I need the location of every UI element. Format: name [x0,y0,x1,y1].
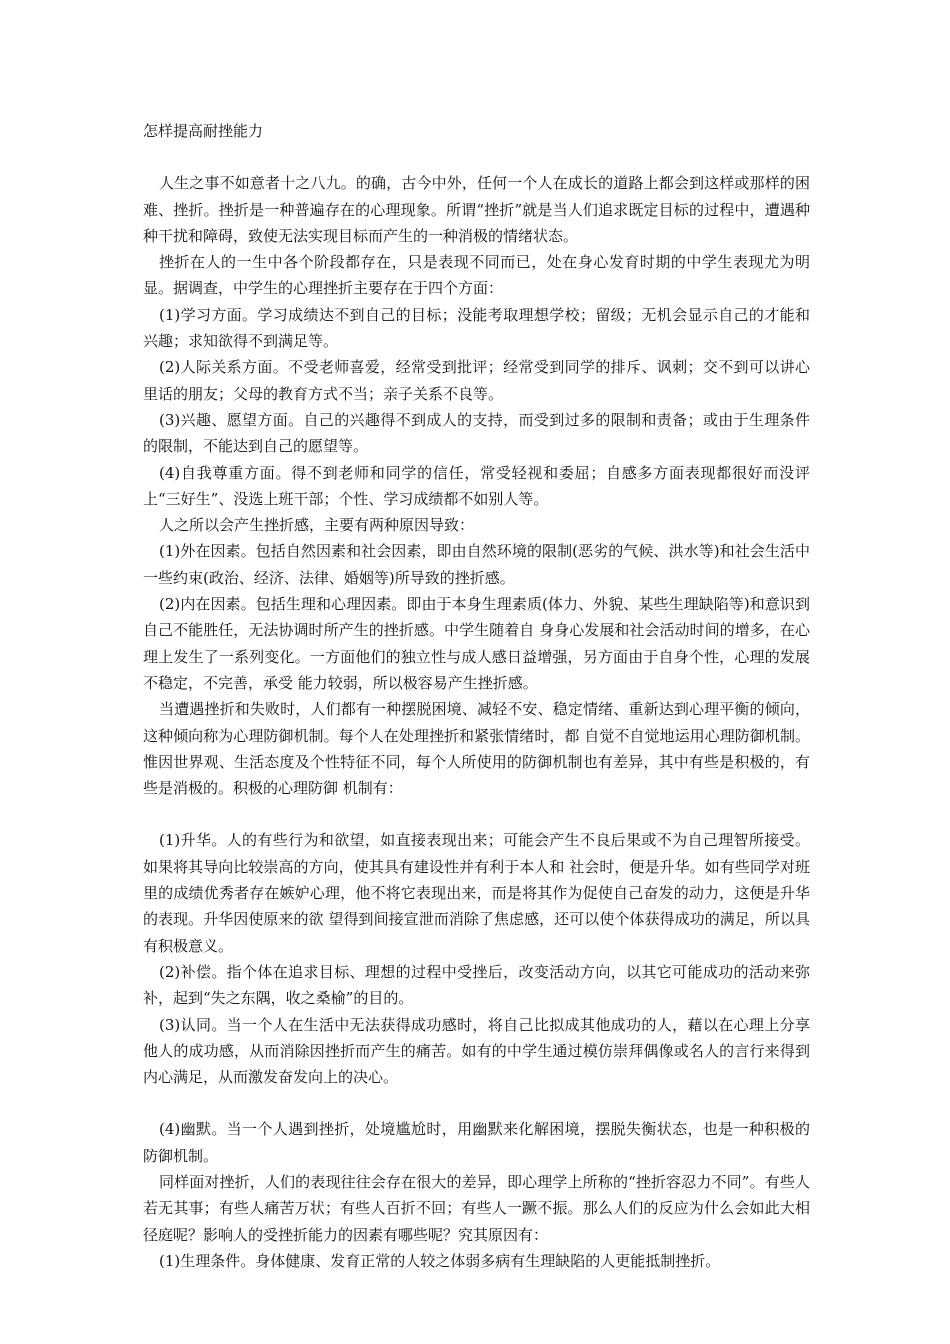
paragraph: 人生之事不如意者十之八九。的确，古今中外，任何一个人在成长的道路上都会到这样或那样的困难、挫折。挫折是一种普遍存在的心理现象。所谓“挫折”就是当人们追求既定目标的过程中，遭遇种种干扰和障碍，致使无法实现目标而产生的一种消极的情绪状态。 [143,174,810,245]
paragraph: (1)学习方面。学习成绩达不到自己的目标；没能考取理想学校；留级；无机会显示自己的才能和兴趣；求知欲得不到满足等。 [143,305,810,351]
paragraph: (4)自我尊重方面。得不到老师和同学的信任，常受轻视和委屈；自感多方面表现都很好而没评上“三好生”、没选上班干部；个性、学习成绩都不如别人等。 [143,463,810,508]
paragraph: 同样面对挫折，人们的表现往往会存在很大的差异，即心理学上所称的“挫折容忍力不同”。有些人若无其事；有些人痛苦万状；有些人百折不回；有些人一蹶不振。那么人们的反应为什么会如此大相径庭呢？影响人的受挫折能力的因素有哪些呢？究其原因有： [143,1172,810,1244]
paragraph: (3)兴趣、愿望方面。自己的兴趣得不到成人的支持，而受到过多的限制和责备；或由于生理条件的限制，不能达到自己的愿望等。 [143,410,810,456]
paragraph: 当遭遇挫折和失败时，人们都有一种摆脱困境、减轻不安、稳定情绪、重新达到心理平衡的倾向，这种倾向称为心理防御机制。每个人在处理挫折和紧张情绪时，都 自觉不自觉地运用心理防御机制。惟因世界观、生活态度及个性特征不同，每个人所使用的防御机制也有差异，其中有些是积极的，有些是消极的。积极的心理防御 机制有： [143,700,810,798]
document-body [143,118,810,1274]
paragraph: (1)升华。人的有些行为和欲望，如直接表现出来；可能会产生不良后果或不为自己理智所接受。如果将其导向比较崇高的方向，使其具有建设性并有利于本人和 社会时，便是升华。如有些同学对班里的成绩优秀者存在嫉妒心理，他不将它表现出来，而是将其作为促使自己奋发的动力，这便是升华的表现。升华因使原来的欲 望得到间接宣泄而消除了焦虑感，还可以使个体获得成功的满足，所以具有积极意义。 [143,831,810,955]
paragraph: (2)内在因素。包括生理和心理因素。即由于本身生理素质(体力、外貌、某些生理缺陷等)和意识到自己不能胜任，无法协调时所产生的挫折感。中学生随着自 身身心发展和社会活动时间的增多，在心理上发生了一系列变化。一方面他们的独立性与成人感日益增强，另方面由于自身个性，心理的发展不稳定，不完善，承受 能力较弱，所以极容易产生挫折感。 [143,595,810,692]
paragraph: (2)补偿。指个体在追求目标、理想的过程中受挫后，改变活动方向，以其它可能成功的活动来弥补，起到“失之东隅，收之桑榆”的目的。 [143,962,810,1008]
paragraph: 人之所以会产生挫折感，主要有两种原因导致： [159,516,475,535]
paragraph: (1)生理条件。身体健康、发育正常的人较之体弱多病有生理缺陷的人更能抵制挫折。 [159,1251,721,1270]
paragraph: 挫折在人的一生中各个阶段都存在，只是表现不同而已，处在身心发育时期的中学生表现尤为明显。据调查，中学生的心理挫折主要存在于四个方面： [143,253,810,298]
paragraph: (4)幽默。当一个人遇到挫折，处境尴尬时，用幽默来化解困境，摆脱失衡状态，也是一种积极的防御机制。 [143,1120,810,1165]
document-title: 怎样提高耐挫能力 [143,122,264,140]
blank-line [143,1090,810,1116]
blank-line [143,801,810,827]
paragraph: (1)外在因素。包括自然因素和社会因素，即由自然环境的限制(恶劣的气候、洪水等)和社会生活中一些约束(政治、经济、法律、婚姻等)所导致的挫折感。 [143,542,810,587]
paragraph: (2)人际关系方面。不受老师喜爱，经常受到批评；经常受到同学的排斥、讽刺；交不到可以讲心里话的朋友；父母的教育方式不当；亲子关系不良等。 [143,358,810,403]
paragraph: (3)认同。当一个人在生活中无法获得成功感时，将自己比拟成其他成功的人，藉以在心理上分享他人的成功感，从而消除因挫折而产生的痛苦。如有的中学生通过模仿崇拜偶像或名人的言行来得到内心满足，从而激发奋发向上的决心。 [143,1015,810,1087]
